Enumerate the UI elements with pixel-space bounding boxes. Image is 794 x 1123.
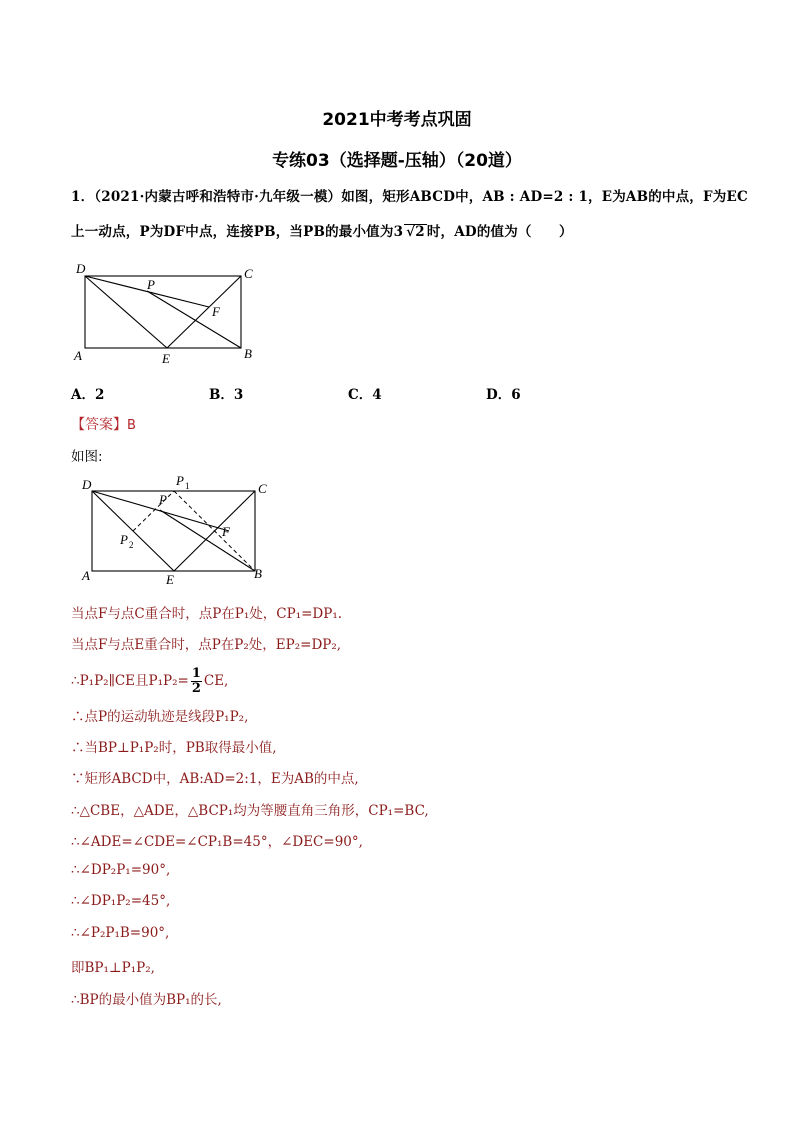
question-line-2 [71,220,573,240]
solution-line-7: ∴△CBE，△ADE，△BCP₁均为等腰直角三角形，CP₁=BC, [71,803,429,819]
solution-line-11: ∴∠P₂P₁B=90°, [71,925,170,941]
sqrt-value: 2 [415,224,425,240]
answer-label: 【答案】 [71,417,127,433]
solution-line-3-text: ∴P₁P₂∥CE且P₁P₂= [71,673,189,689]
label-p1-sub: 1 [185,481,190,491]
label-e: E [162,351,170,366]
solution-line-3-tail: CE, [203,673,229,689]
solution-line-8: ∴∠ADE=∠CDE=∠CP₁B=45°，∠DEC=90°, [71,834,363,850]
label-p: P [147,277,155,292]
solution-line-13: ∴BP的最小值为BP₁的长, [71,992,222,1008]
label-p-2: P [159,492,167,507]
segment-p1p2-dashed [133,491,174,531]
doc-title: 2021中考考点巩固 [322,110,472,130]
solution-line-1: 当点F与点C重合时，点P在P₁处，CP₁=DP₁. [71,606,343,622]
label-c-2: C [258,481,267,496]
solution-line-6: ∵矩形ABCD中，AB:AD=2:1，E为AB的中点, [71,771,359,787]
option-a[interactable]: A．2 [71,387,105,403]
label-d-2: D [82,477,92,492]
label-a-2: A [82,568,90,583]
solution-line-12: 即BP₁⊥P₁P₂, [71,960,155,976]
figure-1 [68,260,268,385]
answer-line [71,414,136,434]
segment-pb [147,291,241,348]
label-a: A [74,348,82,363]
option-b[interactable]: B．3 [209,387,244,403]
solution-line-9: ∴∠DP₂P₁=90°, [71,862,171,878]
label-d: D [76,261,86,276]
solution-line-10: ∴∠DP₁P₂=45°, [71,893,171,909]
doc-subtitle: 专练03（选择题-压轴）（20道） [272,151,522,171]
question-line-2-a: 上一动点，P为DF中点，连接PB，当PB的最小值为3 [71,224,404,240]
answer-intro: 如图: [71,449,103,465]
label-b-2: B [254,566,262,581]
solution-line-4: ∴点P的运动轨迹是线段P₁P₂, [71,709,249,725]
segment-ec [167,276,241,348]
sqrt-symbol: √2 [406,224,425,240]
solution-line-2: 当点F与点E重合时，点P在P₂处，EP₂=DP₂, [71,637,342,653]
label-p2-sub: 2 [129,540,134,550]
fraction-numerator: 1 [191,666,201,681]
question-line-1: 1．（2021·内蒙古呼和浩特市·九年级一模）如图，矩形ABCD中，AB : AD=2 : 1，E为AB的中点，F为EC [71,189,748,205]
rectangle-abcd-2 [92,491,255,571]
option-c[interactable]: C．4 [348,387,382,403]
solution-line-5: ∴当BP⊥P₁P₂时，PB取得最小值, [71,740,277,756]
label-p1: P [176,473,184,488]
label-c: C [244,266,253,281]
fraction-denominator: 2 [191,681,201,696]
label-p2: P [120,532,128,547]
option-d[interactable]: D．6 [486,387,521,403]
fraction-half [191,667,202,696]
question-line-2-b: 时，AD的值为（ ） [426,224,573,240]
label-f: F [212,304,220,319]
figure-2 [72,472,272,587]
solution-line-3 [71,667,228,696]
label-b: B [244,346,252,361]
label-e-2: E [166,572,174,587]
answer-value: B [127,418,136,433]
segment-pb-2 [160,510,255,571]
label-f-2: F [222,524,230,539]
